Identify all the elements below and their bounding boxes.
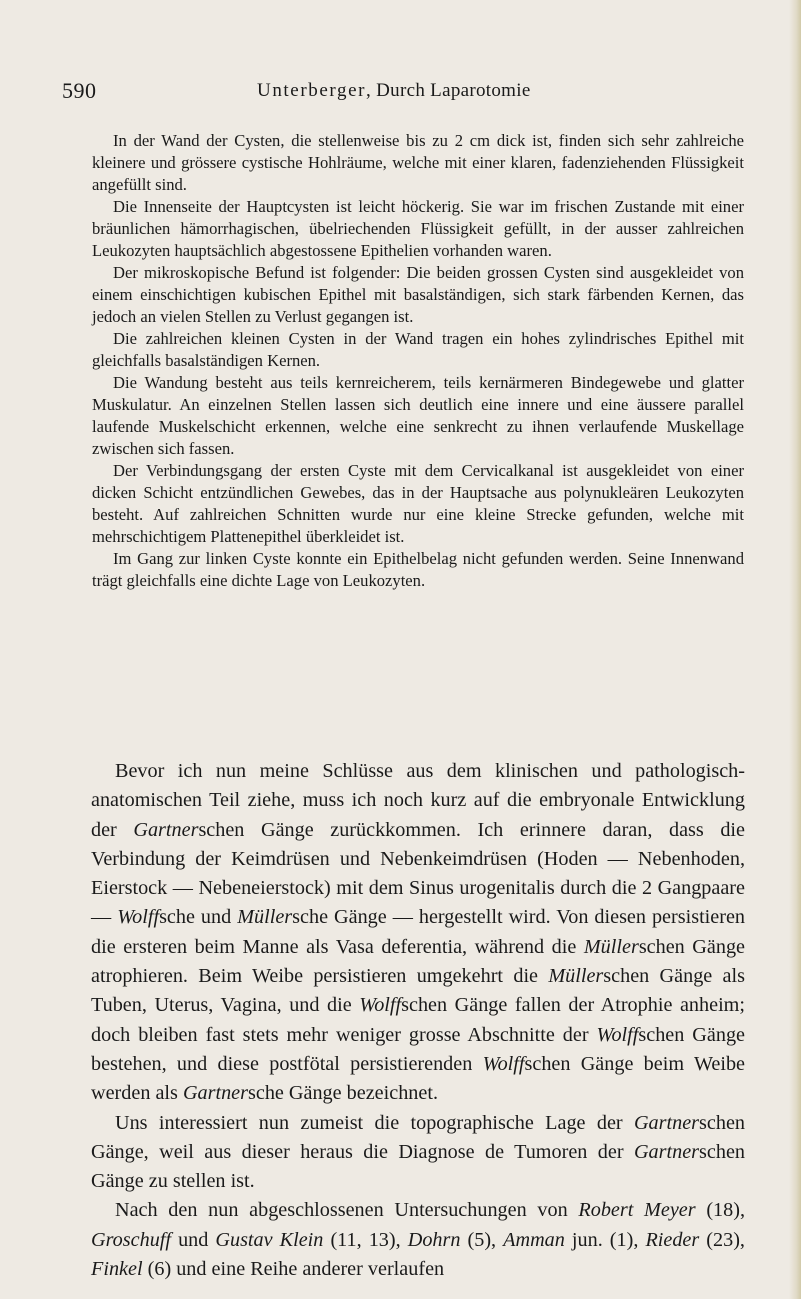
paragraph-wall-structure: Die Wandung besteht aus teils kernreicherem, teils kernärmeren Bindegewebe und glatter Muskulatur. An einzelnen Stellen lassen sich deutlich eine innere und eine äussere parallel laufende Muskelschicht erkennen, welche eine senkrecht zu ihnen verlaufende Muskellage zwischen sich fassen. [92,373,744,458]
paragraph-left-cyst-duct: Im Gang zur linken Cyste konnte ein Epithelbelag nicht gefunden werden. Seine Innenwand trägt gleichfalls eine dichte Lage von Leukozyten. [92,549,744,590]
paragraph-embryonic-development: Bevor ich nun meine Schlüsse aus dem klinischen und pathologisch-anatomischen Teil ziehe, muss ich noch kurz auf die embryonale Entwicklung der Gartnerschen Gänge zurückkommen. Ich erinnere daran, dass die Verbindung der Keimdrüsen und Nebenkeimdrüsen (Hoden — Nebenhoden, Eierstock — Nebeneierstock) mit dem Sinus urogenitalis durch die 2 Gangpaare — Wolffsche und Müllersche Gänge — hergestellt wird. Von diesen persistieren die ersteren beim Manne als Vasa deferentia, während die Müllerschen Gänge atrophieren. Beim Weibe persistieren umgekehrt die Müllerschen Gänge als Tuben, Uterus, Vagina, und die Wolffschen Gänge fallen der Atrophie anheim; doch bleiben fast stets mehr weniger grosse Abschnitte der Wolffschen Gänge bestehen, und diese postfötal persistierenden Wolffschen Gänge beim Weibe werden als Gartnersche Gänge bezeichnet. [91,760,746,1105]
paragraph-connecting-duct: Der Verbindungsgang der ersten Cyste mit dem Cervicalkanal ist ausgekleidet von einer dicken Schicht entzündlichen Gewebes, das in der Hauptsache aus polynukleären Leukozyten besteht. Auf zahlreichen Schnitten wurde nur eine kleine Strecke gefunden, welche mit mehrschichtigem Plattenepithel überkleidet ist. [92,461,744,546]
report-text [92,130,744,592]
paragraph-topographic-position: Uns interessiert nun zumeist die topographische Lage der Gartnerschen Gänge, weil aus dieser heraus die Diagnose de Tumoren der Gartnerschen Gänge zu stellen ist. [91,1111,745,1193]
paragraph-small-cysts: Die zahlreichen kleinen Cysten in der Wand tragen ein hohes zylindrisches Epithel mit gleichfalls basalständigen Kernen. [92,329,744,370]
page-number: 590 [62,78,97,103]
header-title: , Durch Laparotomie [366,80,531,101]
header-author: Unterberger [257,80,367,101]
running-header [62,78,752,108]
running-title [257,80,531,102]
paragraph-references: Nach den nun abgeschlossenen Untersuchungen von Robert Meyer (18), Groschuff und Gustav Klein (11, 13), Dohrn (5), Amman jun. (1), Rieder (23), Finkel (6) und eine Reihe anderer verlaufen [91,1199,745,1281]
paragraph-cyst-wall: In der Wand der Cysten, die stellenweise bis zu 2 cm dick ist, finden sich sehr zahlreiche kleinere und grössere cystische Hohlräume, welche mit einer klaren, fadenziehenden Flüssigkeit angefüllt sind. [92,131,744,194]
discussion-text [91,757,745,1284]
page-edge-shadow [789,0,801,1299]
paragraph-inner-side: Die Innenseite der Hauptcysten ist leicht höckerig. Sie war im frischen Zustande mit einer bräunlichen hämorrhagischen, übelriechenden Flüssigkeit gefüllt, in der ausser zahlreichen Leukozyten hauptsächlich abgestossene Epithelien vorhanden waren. [92,197,744,260]
paragraph-microscopic-finding: Der mikroskopische Befund ist folgender: Die beiden grossen Cysten sind ausgekleidet von einem einschichtigen kubischen Epithel mit basalständigen, sich stark färbenden Kernen, das jedoch an vielen Stellen zu Verlust gegangen ist. [92,263,744,326]
